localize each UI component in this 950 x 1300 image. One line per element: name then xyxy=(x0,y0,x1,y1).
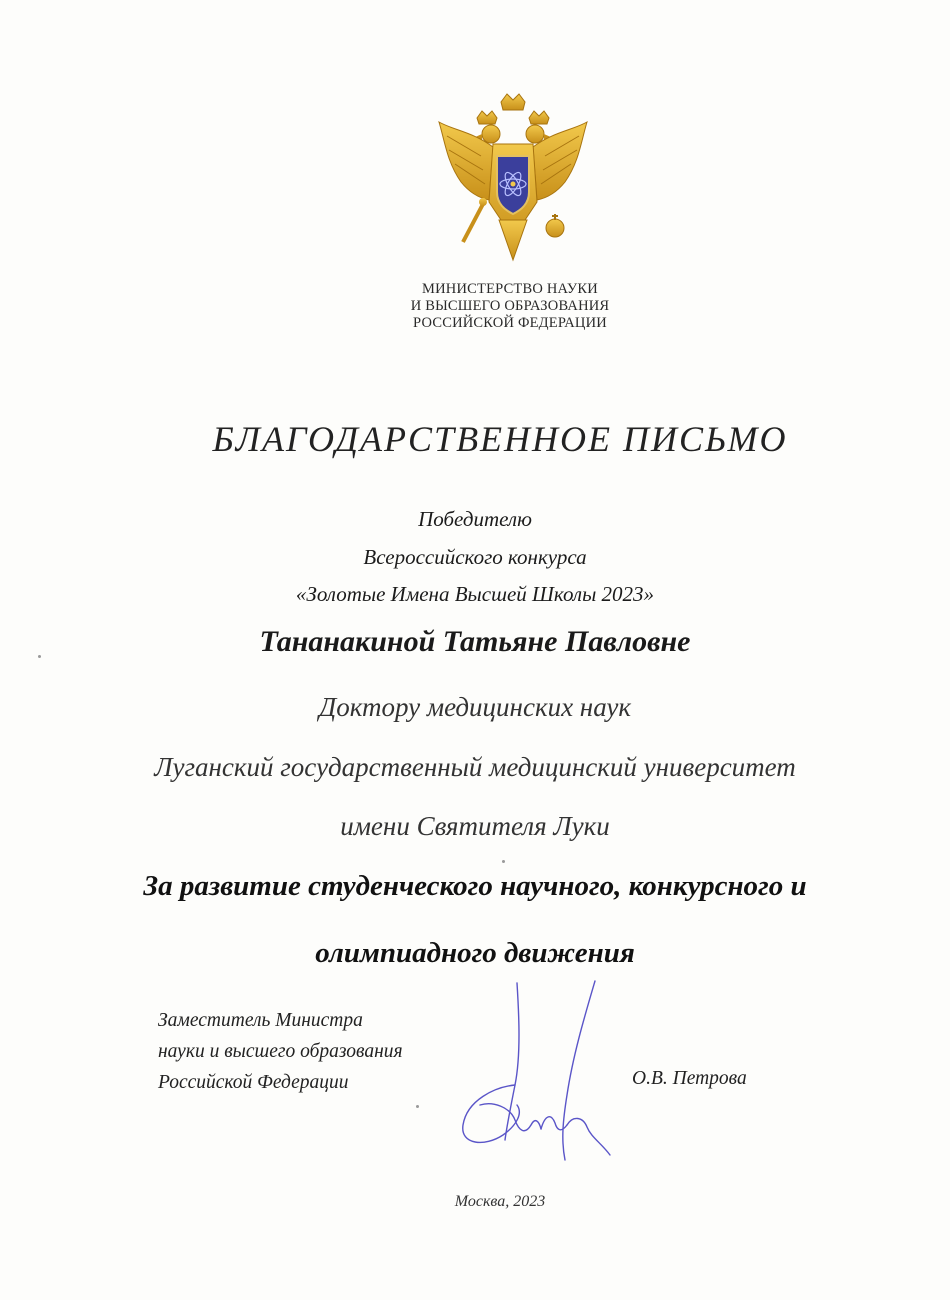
ministry-line: И ВЫСШЕГО ОБРАЗОВАНИЯ xyxy=(410,298,610,314)
place-date: Москва, 2023 xyxy=(454,1193,546,1210)
merit-line: олимпиадного движения xyxy=(315,937,635,969)
merit-line: За развитие студенческого научного, конкурсного и xyxy=(143,870,807,902)
university-line: имени Святителя Луки xyxy=(340,811,610,841)
handwritten-signature xyxy=(455,975,630,1175)
recipient-intro-line: Всероссийского конкурса xyxy=(363,545,587,569)
scan-speck xyxy=(502,860,505,863)
recipient-intro-line: Победителю xyxy=(418,507,532,531)
recipient-name: Тананакиной Татьяне Павловне xyxy=(259,625,691,658)
scan-speck xyxy=(416,1105,419,1108)
scan-speck xyxy=(38,655,41,658)
signatory-position xyxy=(158,1005,403,1098)
university-line: Луганский государственный медицинский университет xyxy=(154,752,796,782)
recipient-degree: Доктору медицинских наук xyxy=(319,692,631,722)
ministry-name xyxy=(310,281,710,332)
signatory-position-line: Заместитель Министра xyxy=(158,1010,363,1031)
ministry-line: РОССИЙСКОЙ ФЕДЕРАЦИИ xyxy=(413,315,607,331)
double-headed-eagle-emblem-icon xyxy=(433,92,593,262)
ministry-line: МИНИСТЕРСТВО НАУКИ xyxy=(422,281,598,297)
signatory-position-line: науки и высшего образования xyxy=(158,1041,403,1062)
signatory-position-line: Российской Федерации xyxy=(158,1072,349,1093)
contest-name: «Золотые Имена Высшей Школы 2023» xyxy=(295,582,655,606)
document-title: БЛАГОДАРСТВЕННОЕ ПИСЬМО xyxy=(212,419,788,459)
signatory-name: О.В. Петрова xyxy=(632,1068,747,1089)
